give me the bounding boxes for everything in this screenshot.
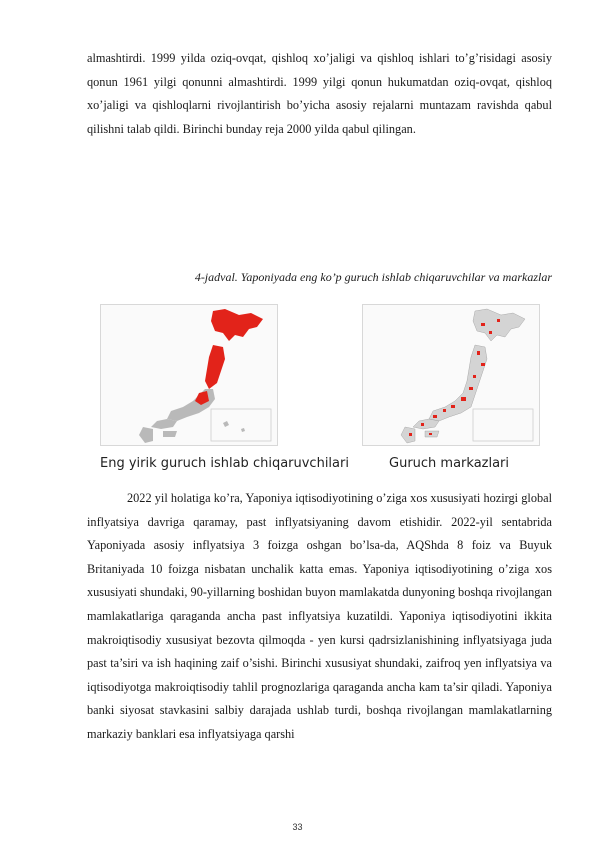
page-number: 33: [292, 822, 303, 832]
map-largest-rice-producers: [100, 304, 278, 446]
map-right-label: Guruch markazlari: [389, 456, 510, 471]
paragraph-intro: almashtirdi. 1999 yilda oziq-ovqat, qishloq xo’jaligi va qishloq ishlari to’g’risidagi asosiy qonun 1961 yilgi qonunni almashtirdi. 1999 yilgi qonun hukumatdan oziq-ovqat, qishloq xo’jaligi va qishloqlarni rivojlantirish bo’yicha asosiy rejalarni muntazam ravishda qabul qilishni talab qildi. Birinchi bunday reja 2000 yilda qabul qilingan.: [87, 51, 552, 136]
paragraph-inflation: 2022 yil holatiga ko’ra, Yaponiya iqtisodiyotining o’ziga xos xususiyati hozirgi global inflyatsiya davriga qaramay, past inflyatsiyaning davom etishidir. 2022-yil sentabrida Yaponiyada asosiy inflyatsiya 3 foizga oshgan bo’lsa-da, AQShda 8 foiz va Buyuk Britaniyada 10 foizga nisbatan unchalik katta emas. Yaponiya iqtisodiyotining o’ziga xos xususiyati shundaki, 90-yillarning boshidan buyon mamlakatda dunyoning boshqa rivojlangan mamlakatlariga qaraganda ancha past inflyatsiya kuzatildi. Yaponiya iqtisodiyotini ikkita makroiqtisodiy xususiyat bezovta qilmoqda - yen kursi qadrsizlanishining inflyatsiyaga juda past ta’siri va ish haqining zaif o’sishi. Birinchi xususiyat shundaki, zaifroq yen inflyatsiya va iqtisodiyotga makroiqtisodiy tahlil prognozlariga qaraganda ancha kam ta’sir qiladi. Yaponiya banki siyosat stavkasini salbiy darajada ushlab turdi, boshqa rivojlangan mamlakatlarning markaziy banklari esa inflyatsiyaga qarshi: [87, 491, 552, 741]
map-rice-centers: [362, 304, 540, 446]
figure-caption: 4-jadval. Yaponiyada eng ko’p guruch ishlab chiqaruvchilar va markazlar: [194, 270, 552, 284]
map-left-label: Eng yirik guruch ishlab chiqaruvchilari: [100, 456, 349, 471]
